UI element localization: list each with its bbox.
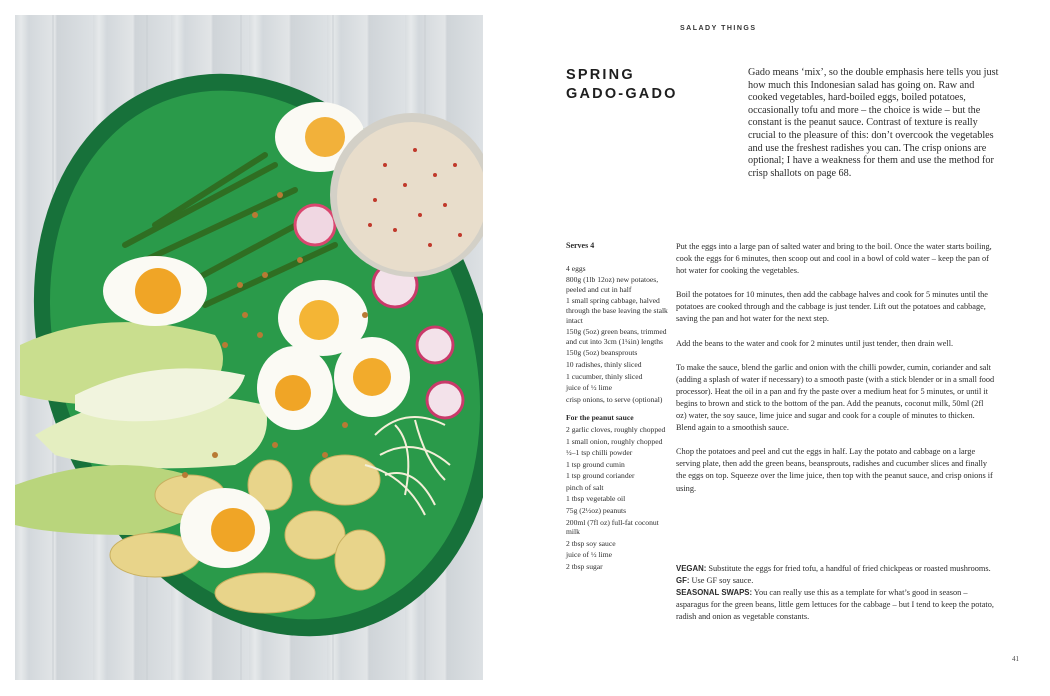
note-label: VEGAN:: [676, 564, 707, 573]
ingredient-item: 1 small spring cabbage, halved through the base leaving the stalk intact: [566, 296, 668, 325]
method-step: Boil the potatoes for 10 minutes, then add the cabbage halves and cook for 5 minutes until the potatoes are cooked through and the cabbage is just tender. Lift out the potatoes and cabbage, saving the pan and hot water for the next step.: [676, 290, 988, 324]
gado-gado-plate-illustration: [15, 15, 483, 680]
note-text: Substitute the eggs for fried tofu, a handful of fried chickpeas or roasted mushrooms.: [706, 564, 991, 573]
sauce-ingredient-item: 1 tsp ground cumin: [566, 459, 625, 469]
method-step: To make the sauce, blend the garlic and onion with the chilli powder, cumin, coriander and salt (adding a splash of water if necessary) to a smooth paste (with a stick blender or in a small food processor). Heat the oil in a pan and fry the paste over a medium heat for 5 minutes, or until it begins to brown and stick to the bottom of the pan. Add the peanuts, coconut milk, 50ml (2fl oz) water, the soy sauce, lime juice and sugar and cook for a couple of minutes to thicken. Blend again to a smoothish sauce.: [676, 362, 995, 433]
ingredient-item: 4 eggs: [566, 263, 586, 273]
ingredient-item: 150g (5oz) beansprouts: [566, 348, 638, 358]
ingredient-item: 1 cucumber, thinly sliced: [566, 371, 643, 381]
sauce-ingredient-item: 1 small onion, roughly chopped: [566, 436, 663, 446]
note-text: Use GF soy sauce.: [689, 576, 754, 586]
sauce-ingredient-item: 1 tbsp vegetable oil: [566, 494, 626, 504]
sauce-ingredient-item: 2 garlic cloves, roughly chopped: [566, 424, 666, 434]
ingredient-item: juice of ½ lime: [566, 383, 612, 393]
sauce-ingredient-item: 200ml (7fl oz) full-fat coconut milk: [566, 517, 659, 537]
food-photo: [15, 15, 483, 680]
method-step: Put the eggs into a large pan of salted water and bring to the boil. Once the water starts boiling, cook the eggs for 6 minutes, then scoop out and cool in a bowl of cold water – keep the pan of hot water for cooking the vegetables.: [676, 242, 992, 276]
section-label: SALADY THINGS: [680, 25, 757, 32]
sauce-ingredient-item: 2 tbsp soy sauce: [566, 538, 616, 548]
method-step: Add the beans to the water and cook for 2 minutes until just tender, then drain well.: [676, 338, 954, 348]
note-seasonal-swaps: [676, 587, 996, 623]
sauce-ingredient-item: ½–1 tsp chilli powder: [566, 448, 633, 458]
sauce-ingredient-item: 75g (2½oz) peanuts: [566, 506, 627, 516]
recipe-intro: Gado means ‘mix’, so the double emphasis here tells you just how much this Indonesian salad has going on. Raw and cooked vegetables, hard-boiled eggs, boiled potatoes, occasionally tofu and more – the choice is wide – but the constant is the peanut sauce. Contrast of texture is really crucial to the pleasure of this: don’t overcook the vegetables and use the freshest radishes you can. The crisp onions are optional; I have a weakness for them and use the method for crisp shallots on page 68.: [748, 67, 999, 179]
ingredient-item: 10 radishes, thinly sliced: [566, 359, 642, 369]
method-steps: [676, 241, 996, 507]
ingredients-list: [566, 241, 670, 574]
note-label: GF:: [676, 576, 690, 586]
note-text: You can really use this as a template for what’s good in season – asparagus for the green beans, little gem lettuces for the cabbage – but I tend to keep the potato, radish and onion as vegetable constants.: [676, 588, 994, 622]
recipe-title: [566, 66, 736, 104]
note-vegan: [676, 563, 996, 575]
page-number: 41: [1012, 655, 1019, 663]
sauce-ingredient-item: 1 tsp ground coriander: [566, 471, 635, 481]
recipe-title-line-1: SPRING: [566, 67, 635, 83]
ingredient-item: 800g (1lb 12oz) new potatoes, peeled and cut in half: [566, 275, 659, 294]
ingredient-item: 150g (5oz) green beans, trimmed and cut into 3cm (1¼in) lengths: [566, 327, 667, 346]
recipe-title-line-2: GADO-GADO: [566, 86, 678, 102]
recipe-notes: [676, 563, 996, 623]
sauce-ingredient-item: 2 tbsp sugar: [566, 562, 603, 572]
ingredient-item: crisp onions, to serve (optional): [566, 394, 663, 404]
method-step: Chop the potatoes and peel and cut the eggs in half. Lay the potato and cabbage on a large serving plate, then add the green beans, beansprouts, radishes and cucumber slices and finally the eggs on top. Squeeze over the lime juice, then top with the peanut sauce, and crisp onions if using.: [676, 447, 993, 493]
sauce-ingredient-item: pinch of salt: [566, 482, 604, 492]
serves-label: Serves 4: [566, 241, 595, 250]
sauce-ingredient-item: juice of ½ lime: [566, 550, 612, 560]
note-gf: [676, 575, 996, 587]
note-label: SEASONAL SWAPS:: [676, 588, 753, 598]
sauce-heading: For the peanut sauce: [566, 413, 634, 423]
